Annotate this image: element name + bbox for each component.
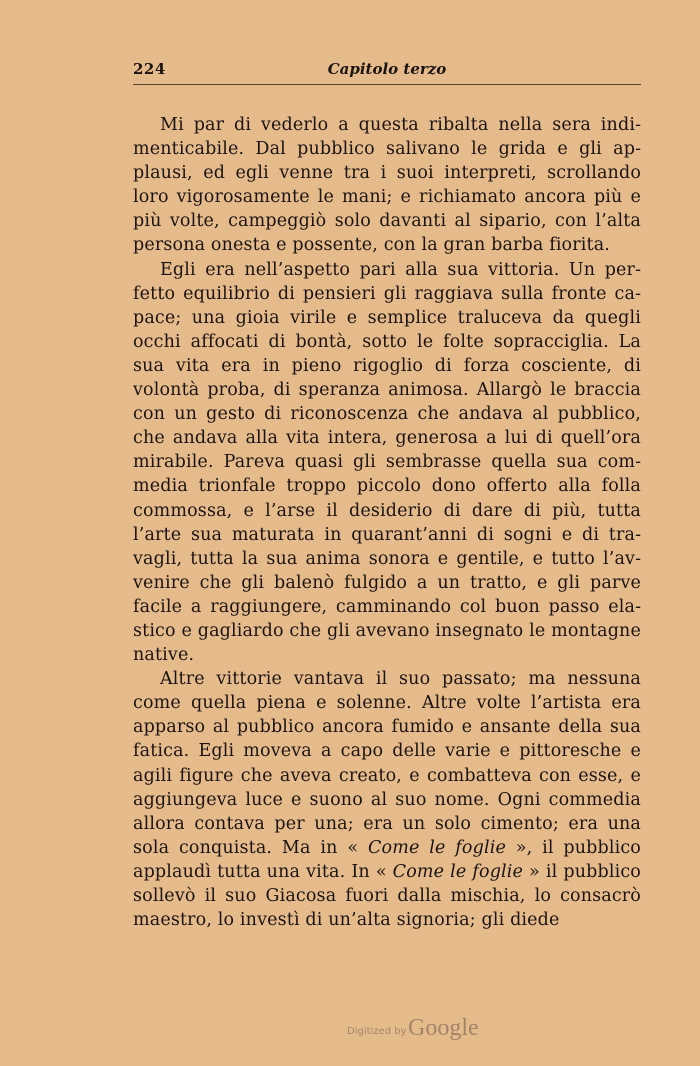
text-run: » il pubblico sollevò il suo Giacosa fuori dalla mischia, lo consacrò maestro, lo investì di un’alta signoria; gli diede (133, 861, 641, 931)
text-run: Egli era nell’aspetto pari alla sua vittoria. Un perfetto equilibrio di pensieri gli raggiava sulla fronte capace; una gioia virile e semplice traluceva da quegli occhi affocati di bontà, sotto le folte sopracciglia. La sua vita era in pieno rigoglio di forza cosciente, di volontà proba, di speranza animosa. Allargò le braccia con un gesto di riconoscenza che andava al pubblico, che andava alla vita intera, generosa a lui di quell’ora mirabile. Pareva quasi gli sembrasse quella sua commedia trionfale troppo piccolo dono offerto alla folla commossa, e l’arse il desiderio di dare di più, tutta l’arte sua maturata in quarant’anni di sogni e di travagli, tutta la sua anima sonora e gentile, e tutto l’avvenire che gli balenò fulgido a un tratto, e gli parve facile a raggiungere, camminando col buon passo elastico e gagliardo che gli avevano insegnato le montagne native. (133, 259, 641, 666)
watermark-small-text: Digitized by (347, 1026, 407, 1037)
italic-title: Come le foglie (392, 861, 524, 882)
paragraph (133, 258, 641, 668)
text-run: Altre vittorie vantava il suo passato; ma nessuna come quella piena e solenne. Altre volte l’artista era apparso al pubblico ancora fumido e ansante della sua fatica. Egli moveva a capo delle varie e pittoresche e agili figure che aveva creato, e combatteva con esse, e aggiungeva luce e suono al suo nome. Ogni commedia allora contava per una; era un solo cimento; era una sola conquista. Ma in « (133, 669, 641, 858)
text-run: », il pubblico applaudì tutta una vita. In « (133, 837, 641, 882)
page-header (133, 60, 641, 84)
paragraph (133, 113, 641, 258)
italic-title: Come le foglie (367, 837, 506, 858)
digitized-by-google-watermark (340, 1014, 500, 1044)
header-rule (133, 84, 641, 85)
text-run: Mi par di vederlo a questa ribalta nella sera indimenticabile. Dal pubblico salivano le grida e gli applausi, ed egli venne tra i suoi interpreti, scrollando loro vigorosamente le mani; e richiamato ancora più e più volte, campeggiò solo davanti al sipario, con l’alta persona onesta e possente, con la gran barba fiorita. (133, 115, 641, 256)
body-text (133, 113, 641, 932)
running-head: Capitolo terzo (327, 60, 447, 78)
google-logo: Google (408, 1015, 479, 1041)
paragraph (133, 667, 641, 932)
page-number: 224 (133, 60, 166, 78)
